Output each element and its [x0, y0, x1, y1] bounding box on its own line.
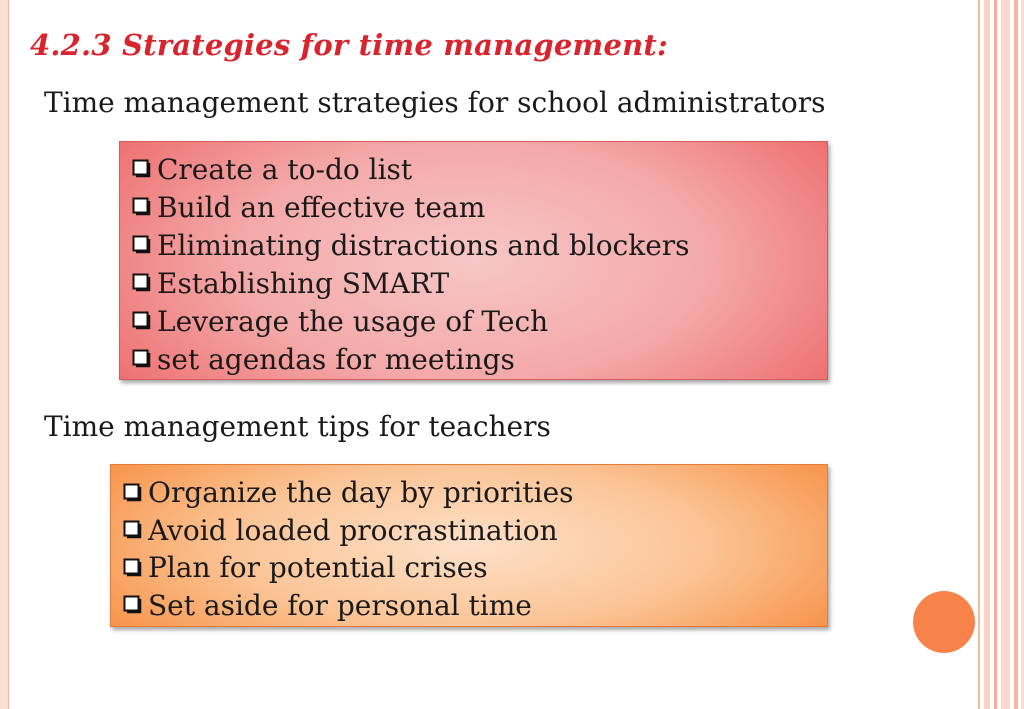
- list-item: [123, 512, 827, 550]
- checkbox-square-icon: [132, 159, 152, 179]
- list-item-text: Avoid loaded procrastination: [148, 513, 558, 547]
- right-border-stripes: [974, 0, 1024, 709]
- checkbox-square-icon: [123, 595, 143, 615]
- list-item: [132, 340, 827, 378]
- checkbox-square-icon: [132, 311, 152, 331]
- list-item: [132, 188, 827, 226]
- admin-strategies-list: [132, 150, 827, 378]
- list-item: [123, 549, 827, 587]
- list-item-text: Organize the day by priorities: [148, 476, 574, 510]
- page-title: 4.2.3 Strategies for time management:: [30, 28, 668, 62]
- checkbox-square-icon: [132, 197, 152, 217]
- checkbox-square-icon: [123, 520, 143, 540]
- list-item: [132, 150, 827, 188]
- teacher-tips-heading: Time management tips for teachers: [44, 410, 551, 443]
- list-item: [132, 302, 827, 340]
- checkbox-square-icon: [132, 273, 152, 293]
- list-item: [123, 587, 827, 625]
- list-item: [132, 226, 827, 264]
- list-item-text: Eliminating distractions and blockers: [157, 228, 690, 262]
- checkbox-square-icon: [123, 558, 143, 578]
- list-item-text: Set aside for personal time: [148, 588, 532, 622]
- checkbox-square-icon: [132, 349, 152, 369]
- teacher-tips-list: [123, 474, 827, 624]
- admin-strategies-box: [119, 141, 828, 380]
- list-item-text: Build an effective team: [157, 190, 486, 224]
- list-item-text: set agendas for meetings: [157, 342, 515, 376]
- list-item-text: Create a to-do list: [157, 152, 413, 186]
- orange-circle-decoration: [913, 591, 975, 653]
- list-item-text: Plan for potential crises: [148, 551, 488, 585]
- list-item: [132, 264, 827, 302]
- list-item-text: Leverage the usage of Tech: [157, 304, 549, 338]
- teacher-tips-box: [110, 464, 828, 627]
- list-item: [123, 474, 827, 512]
- left-border-stripe: [0, 0, 9, 709]
- admin-strategies-heading: Time management strategies for school administrators: [44, 86, 826, 119]
- list-item-text: Establishing SMART: [157, 266, 450, 300]
- checkbox-square-icon: [123, 483, 143, 503]
- checkbox-square-icon: [132, 235, 152, 255]
